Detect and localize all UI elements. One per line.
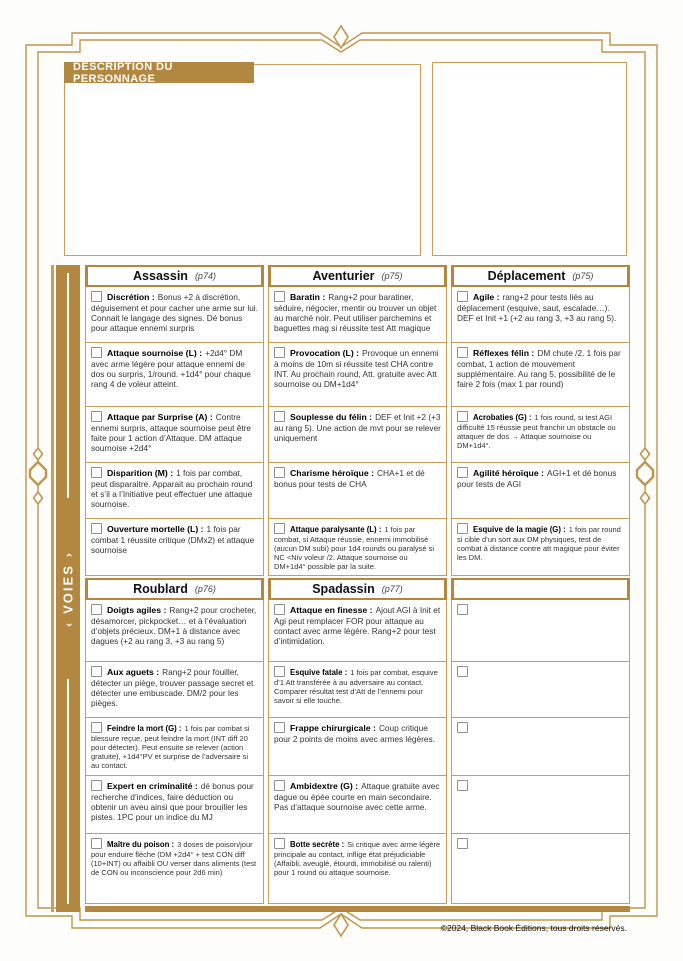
ability-name: Agile : bbox=[473, 292, 500, 302]
ability-name: Réflexes félin : bbox=[473, 348, 535, 358]
ability-checkbox[interactable] bbox=[274, 722, 285, 733]
voies-label bbox=[61, 551, 76, 627]
ability-name: Acrobaties (G) : bbox=[473, 413, 532, 422]
top-diamond-ornament bbox=[334, 26, 348, 48]
ability-cell bbox=[268, 407, 447, 463]
ability-cell bbox=[451, 519, 630, 576]
voie-page-ref: (p77) bbox=[381, 584, 403, 594]
ability-checkbox[interactable] bbox=[457, 838, 468, 849]
ability-cell bbox=[268, 834, 447, 904]
ability-name: Botte secrète : bbox=[290, 840, 345, 849]
description-banner bbox=[64, 62, 254, 83]
ability-text: CHA+1 et dé bonus pour tests de CHA bbox=[274, 468, 425, 489]
left-small-diamond-top bbox=[34, 448, 43, 460]
ability-checkbox[interactable] bbox=[274, 838, 285, 849]
voie-title: Spadassin bbox=[312, 582, 375, 596]
ability-name: Charisme héroïque : bbox=[290, 468, 374, 478]
ability-checkbox[interactable] bbox=[91, 523, 102, 534]
ability-text: DM chute /2. 1 fois par combat, 1 action de mouvement supplémentaire. Au rang 5, possibilité de le faire 2 fois (max 1 par round) bbox=[457, 348, 621, 389]
ability-cell bbox=[85, 600, 264, 662]
ability-text: +2d4° DM avec arme légère pour attaque ennemi de dos ou surpris, 1/round. +1d4° pour chaque rang 4 de voleur atteint. bbox=[91, 348, 251, 389]
ability-checkbox[interactable] bbox=[274, 780, 285, 791]
left-large-diamond bbox=[30, 462, 46, 485]
ability-text: dé bonus pour recherche d’indices, faire déduction ou obtenir un aveu ainsi que pour brouiller les pistes. 1PC pour un indice du MJ bbox=[91, 781, 254, 822]
ability-checkbox[interactable] bbox=[457, 411, 468, 422]
ability-cell bbox=[85, 662, 264, 718]
ability-name: Attaque par Surprise (A) : bbox=[107, 412, 213, 422]
voies-group-1 bbox=[85, 265, 630, 576]
voie-page-ref: (p74) bbox=[194, 271, 216, 281]
ability-checkbox[interactable] bbox=[457, 666, 468, 677]
ability-text: rang+2 pour tests liés au déplacement (esquive, saut, escalade…). DEF et Init +1 (+2 au rang 3, +3 au rang 5). bbox=[457, 292, 617, 323]
ability-checkbox[interactable] bbox=[457, 467, 468, 478]
bottom-diamond-ornament bbox=[334, 914, 348, 936]
ability-cell-empty[interactable] bbox=[451, 600, 630, 662]
ability-name: Esquive fatale : bbox=[290, 668, 348, 677]
voies-line-bottom bbox=[67, 679, 69, 904]
ability-text: Rang+2 pour fouiller, détecter un piège, trouver passage secret et détecter une embuscade. DM/2 pour les pièges. bbox=[91, 667, 254, 708]
ability-text: Contre ennemi surpris, attaque sournoise peut être faite pour 1 action d’Attaque. DM attaque sournoise +2d4° bbox=[91, 412, 252, 453]
ability-cell bbox=[268, 463, 447, 519]
ability-cell bbox=[85, 718, 264, 776]
voie-header-assassin bbox=[85, 265, 264, 287]
ability-cell-empty[interactable] bbox=[451, 776, 630, 834]
ability-cell-empty[interactable] bbox=[451, 718, 630, 776]
ability-checkbox[interactable] bbox=[457, 604, 468, 615]
voie-column-deplacement bbox=[451, 265, 630, 576]
copyright-text: ©2024, Black Book Éditions, tous droits réservés. bbox=[440, 923, 627, 933]
voie-title: Déplacement bbox=[487, 269, 566, 283]
voie-header-deplacement bbox=[451, 265, 630, 287]
ability-name: Aux aguets : bbox=[107, 667, 160, 677]
ability-name: Attaque en finesse : bbox=[290, 605, 373, 615]
ability-checkbox[interactable] bbox=[274, 523, 285, 534]
ability-name: Feindre la mort (G) : bbox=[107, 724, 182, 733]
voie-header-aventurier bbox=[268, 265, 447, 287]
voie-header-empty bbox=[451, 578, 630, 600]
ability-checkbox[interactable] bbox=[457, 722, 468, 733]
ability-cell bbox=[268, 662, 447, 718]
ability-cell bbox=[451, 287, 630, 343]
ability-checkbox[interactable] bbox=[91, 467, 102, 478]
voie-column-assassin bbox=[85, 265, 264, 576]
voie-title: Aventurier bbox=[312, 269, 375, 283]
ability-name: Ouverture mortelle (L) : bbox=[107, 524, 204, 534]
ability-checkbox[interactable] bbox=[274, 347, 285, 358]
ability-checkbox[interactable] bbox=[91, 347, 102, 358]
ability-text: AGI+1 et dé bonus pour tests de AGI bbox=[457, 468, 617, 489]
ability-cell bbox=[268, 287, 447, 343]
ability-cell bbox=[268, 343, 447, 407]
ability-checkbox[interactable] bbox=[457, 780, 468, 791]
voie-column-aventurier bbox=[268, 265, 447, 576]
ability-checkbox[interactable] bbox=[91, 666, 102, 677]
ability-name: Attaque sournoise (L) : bbox=[107, 348, 203, 358]
ability-name: Baratin : bbox=[290, 292, 326, 302]
voie-title: Assassin bbox=[133, 269, 188, 283]
description-box[interactable] bbox=[64, 64, 421, 256]
ability-cell bbox=[85, 776, 264, 834]
voie-page-ref: (p76) bbox=[194, 584, 216, 594]
ability-text: Provoque un ennemi à moins de 10m si réussite test CHA contre INT. Au prochain round, Att. gratuite avec Att sournoise ou DM+1d4° bbox=[274, 348, 439, 389]
ability-cell bbox=[451, 463, 630, 519]
ability-checkbox[interactable] bbox=[91, 722, 102, 733]
voie-column-empty bbox=[451, 578, 630, 904]
ability-cell bbox=[85, 407, 264, 463]
ability-text: Rang+2 pour baratiner, séduire, négocier, mentir ou trouver un objet au marché noir. Peut utiliser parchemins et baguettes mag si réussite test Att magique bbox=[274, 292, 437, 333]
ability-text: Si critique avec arme légère principale au contact, inflige état préjudiciable (Affaibli, aveuglé, étourdi, immobilisé ou ralenti) pour 1 round ou attaque sournoise. bbox=[274, 840, 441, 877]
ability-name: Maître du poison : bbox=[107, 840, 175, 849]
right-small-diamond-bottom bbox=[641, 492, 650, 504]
ability-checkbox[interactable] bbox=[91, 780, 102, 791]
ability-text: 1 fois par combat, si Attaque réussie, ennemi immobilisé (aucun DM subi) pour 1d4 rounds ou paralysé si NC <Niv voleur /2. Attaque sournoise ou DM+1d4° possible par la suite. bbox=[274, 525, 435, 571]
ability-text: 1 fois par combat 1 réussite critique (DMx2) et attaque sournoise bbox=[91, 524, 255, 555]
ability-cell bbox=[85, 834, 264, 904]
right-small-diamond-top bbox=[641, 448, 650, 460]
ability-name: Expert en criminalité : bbox=[107, 781, 198, 791]
ability-name: Ambidextre (G) : bbox=[290, 781, 359, 791]
ability-name: Disparition (M) : bbox=[107, 468, 174, 478]
ability-text: 1 fois par combat, peut disparaitre. Apparait au prochain round et s’il a l’Initiative peut effectuer une attaque sournoise. bbox=[91, 468, 253, 509]
ability-cell bbox=[268, 718, 447, 776]
ability-name: Souplesse du félin : bbox=[290, 412, 373, 422]
ability-text: Bonus +2 à discrétion, déguisement et pour cacher une arme sur lui. Connait le langage des signes. Dé bonus pour attaque ennemi surpris bbox=[91, 292, 258, 333]
ability-name: Provocation (L) : bbox=[290, 348, 360, 358]
ability-text: 1 fois round, si test AGI difficulté 15 réussie peut franchir un obstacle ou attaquer de dos → Attaque sournoise ou DM+1d4°. bbox=[457, 413, 616, 450]
ability-text: Ajout AGI à Init et Agi peut remplacer FOR pour attaque au contact avec arme légère. Rang+2 pour test d’intimidation. bbox=[274, 605, 441, 646]
voies-label-text: VOIES bbox=[60, 563, 76, 614]
voie-header-spadassin bbox=[268, 578, 447, 600]
chevron-right-icon: › bbox=[61, 550, 75, 557]
ability-checkbox[interactable] bbox=[457, 291, 468, 302]
ability-checkbox[interactable] bbox=[274, 666, 285, 677]
ability-name: Doigts agiles : bbox=[107, 605, 167, 615]
ability-checkbox[interactable] bbox=[91, 291, 102, 302]
ability-checkbox[interactable] bbox=[91, 411, 102, 422]
voie-page-ref: (p75) bbox=[381, 271, 403, 281]
chevron-left-icon: ‹ bbox=[61, 620, 75, 627]
voie-header-roublard bbox=[85, 578, 264, 600]
grid-bottom-bar bbox=[85, 906, 630, 912]
ability-cell-empty[interactable] bbox=[451, 662, 630, 718]
ability-cell bbox=[451, 343, 630, 407]
ability-cell bbox=[85, 287, 264, 343]
ability-text: 1 fois par combat si blessure reçue, peut feindre la mort (INT diff 20 pour détecter). Peut ensuite se relever (action gratuite), +1d4°PV et surprise de l’adversaire si au contact. bbox=[91, 724, 250, 770]
voies-group-2 bbox=[85, 578, 630, 904]
ability-cell bbox=[85, 519, 264, 576]
voies-sidebar bbox=[56, 265, 80, 912]
voies-line-top bbox=[67, 273, 69, 498]
ability-checkbox[interactable] bbox=[274, 411, 285, 422]
ability-cell bbox=[268, 600, 447, 662]
ability-checkbox[interactable] bbox=[91, 604, 102, 615]
ability-checkbox[interactable] bbox=[457, 347, 468, 358]
ability-cell bbox=[85, 463, 264, 519]
voies-grid bbox=[85, 265, 630, 912]
ability-checkbox[interactable] bbox=[274, 604, 285, 615]
voie-title: Roublard bbox=[133, 582, 188, 596]
ability-checkbox[interactable] bbox=[91, 838, 102, 849]
ability-checkbox[interactable] bbox=[457, 523, 468, 534]
ability-text: Rang+2 pour crocheter, désamorcer, pickpocket… et à l’évaluation d’objets précieux. DM+1 à distance avec dagues (+2 au rang 3, +3 au rang 5) bbox=[91, 605, 257, 646]
ability-text: Attaque gratuite avec dague ou épée courte en main secondaire. Pas d’attaque sournoise avec cette arme. bbox=[274, 781, 440, 812]
ability-name: Discrétion : bbox=[107, 292, 155, 302]
right-large-diamond bbox=[637, 462, 653, 485]
left-small-diamond-bottom bbox=[34, 492, 43, 504]
ability-name: Agilité héroïque : bbox=[473, 468, 544, 478]
ability-text: 1 fois par round si cible d’un sort aux DM physiques, test de combat à distance contre att magique pour éviter les DM. bbox=[457, 525, 621, 562]
ability-cell-empty[interactable] bbox=[451, 834, 630, 904]
ability-name: Esquive de la magie (G) : bbox=[473, 525, 566, 534]
description-title: DESCRIPTION DU PERSONNAGE bbox=[73, 60, 173, 85]
ability-name: Attaque paralysante (L) : bbox=[290, 525, 382, 534]
ability-text: Coup critique pour 2 points de moins avec armes légères. bbox=[274, 723, 435, 744]
ability-text: DEF et Init +2 (+3 au rang 5). Une action de mvt pour se relever uniquement bbox=[274, 412, 441, 443]
voie-column-roublard bbox=[85, 578, 264, 904]
ability-text: 3 doses de poison/jour pour enduire flèche (DM +2d4° + test CON diff (10+INT) ou affaibli OU verser dans aliments (test de CON ou inconscience pour 2d6 min) bbox=[91, 840, 257, 877]
voie-column-spadassin bbox=[268, 578, 447, 904]
ability-cell bbox=[85, 343, 264, 407]
ability-checkbox[interactable] bbox=[274, 467, 285, 478]
ability-cell bbox=[451, 407, 630, 463]
portrait-box[interactable] bbox=[432, 62, 627, 256]
ability-cell bbox=[268, 776, 447, 834]
ability-cell bbox=[268, 519, 447, 576]
ability-name: Frappe chirurgicale : bbox=[290, 723, 376, 733]
ability-checkbox[interactable] bbox=[274, 291, 285, 302]
voie-page-ref: (p75) bbox=[572, 271, 594, 281]
ability-text: 1 fois par combat, esquive d’1 Att transférée à au adversaire au contact. Comparer résultat test d’Att de l’ennemi pour savoir si elle touche. bbox=[274, 668, 438, 705]
